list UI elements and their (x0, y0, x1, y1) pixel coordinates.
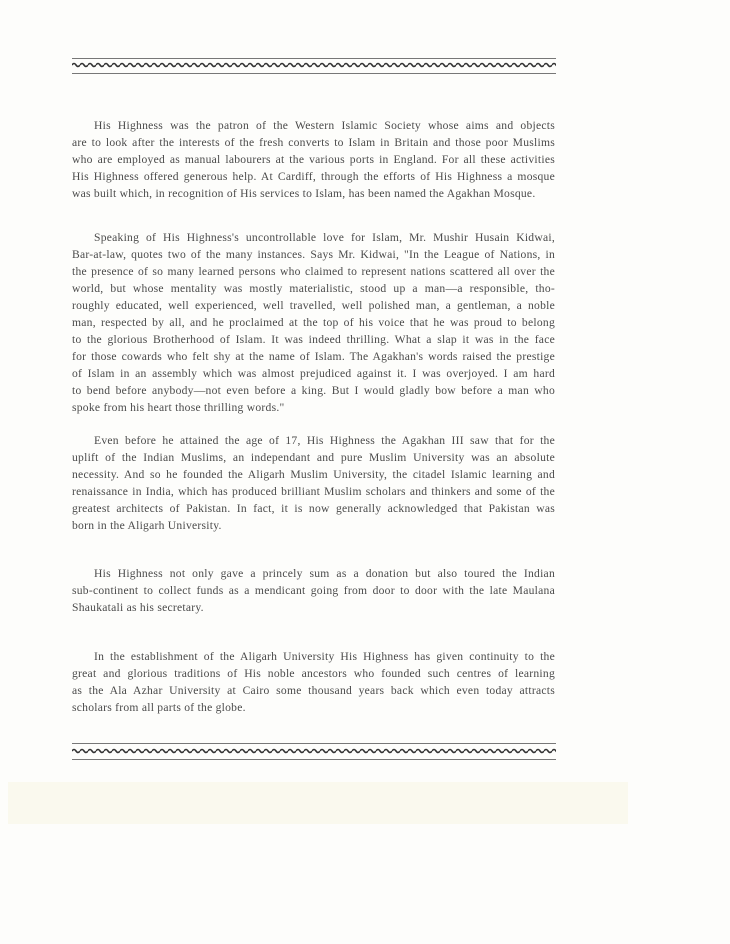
paragraph-5 (72, 648, 555, 716)
text-line: uplift of the Indian Muslims, an independant and pure Muslim University was an absolute (72, 451, 555, 464)
top-rule-line (72, 58, 556, 59)
text-line: was built which, in recognition of His services to Islam, has been named the Agakhan Mosque. (72, 187, 536, 200)
text-line: of Islam in an assembly which was almost prejudiced against it. I was overjoyed. I am hard (72, 367, 555, 380)
text-line: greatest architects of Pakistan. In fact, it is now generally acknowledged that Pakistan was (72, 502, 555, 515)
text-line: to bend before anybody—not even before a king. But I would gladly bow before a man who (72, 384, 555, 397)
text-line: to the glorious Brotherhood of Islam. It was indeed thrilling. What a slap it was in the face (72, 333, 555, 346)
text-line: Even before he attained the age of 17, His Highness the Agakhan III saw that for the (94, 434, 555, 447)
text-line: are to look after the interests of the fresh converts to Islam in Britain and those poor Muslims (72, 136, 555, 149)
text-line: world, but whose mentality was mostly materialistic, stood up a man—a responsible, tho- (72, 282, 555, 295)
text-line: scholars from all parts of the globe. (72, 701, 246, 714)
paragraph-3 (72, 432, 555, 534)
text-line: Speaking of His Highness's uncontrollable love for Islam, Mr. Mushir Husain Kidwai, (94, 231, 555, 244)
text-line: His Highness offered generous help. At Cardiff, through the efforts of His Highness a mosque (72, 170, 555, 183)
bottom-wavy-rule (72, 747, 556, 755)
text-line: In the establishment of the Aligarh University His Highness has given continuity to the (94, 650, 555, 663)
text-line: Shaukatali as his secretary. (72, 601, 204, 614)
text-line: great and glorious traditions of His noble ancestors who founded such centres of learning (72, 667, 555, 680)
paragraph-2 (72, 229, 555, 416)
text-line: for those cowards who felt shy at the name of Islam. The Agakhan's words raised the prestige (72, 350, 555, 363)
text-line: as the Ala Azhar University at Cairo some thousand years back which even today attracts (72, 684, 555, 697)
paragraph-4 (72, 565, 555, 616)
paragraph-1 (72, 117, 555, 202)
text-line: necessity. And so he founded the Aligarh Muslim University, the citadel Islamic learning and (72, 468, 555, 481)
text-line: sub-continent to collect funds as a mendicant going from door to door with the late Maulana (72, 584, 555, 597)
text-line: roughly educated, well experienced, well travelled, well polished man, a gentleman, a noble (72, 299, 555, 312)
text-line: Bar-at-law, quotes two of the many instances. Says Mr. Kidwai, "In the League of Nations, in (72, 248, 555, 261)
text-line: born in the Aligarh University. (72, 519, 222, 532)
top-wavy-rule (72, 61, 556, 69)
bottom-rule-line (72, 743, 556, 744)
text-line: His Highness was the patron of the Western Islamic Society whose aims and objects (94, 119, 555, 132)
text-line: spoke from his heart those thrilling words." (72, 401, 285, 414)
scan-smudge (8, 782, 628, 824)
bottom-rule-line-lower (72, 759, 556, 760)
top-rule-line-lower (72, 73, 556, 74)
text-line: the presence of so many learned persons who claimed to represent nations scattered all over the (72, 265, 555, 278)
text-line: His Highness not only gave a princely sum as a donation but also toured the Indian (94, 567, 555, 580)
text-line: man, respected by all, and he proclaimed at the top of his voice that he was proud to belong (72, 316, 555, 329)
text-line: renaissance in India, which has produced brilliant Muslim scholars and thinkers and some of the (72, 485, 555, 498)
text-line: who are employed as manual labourers at the various ports in England. For all these activities (72, 153, 555, 166)
